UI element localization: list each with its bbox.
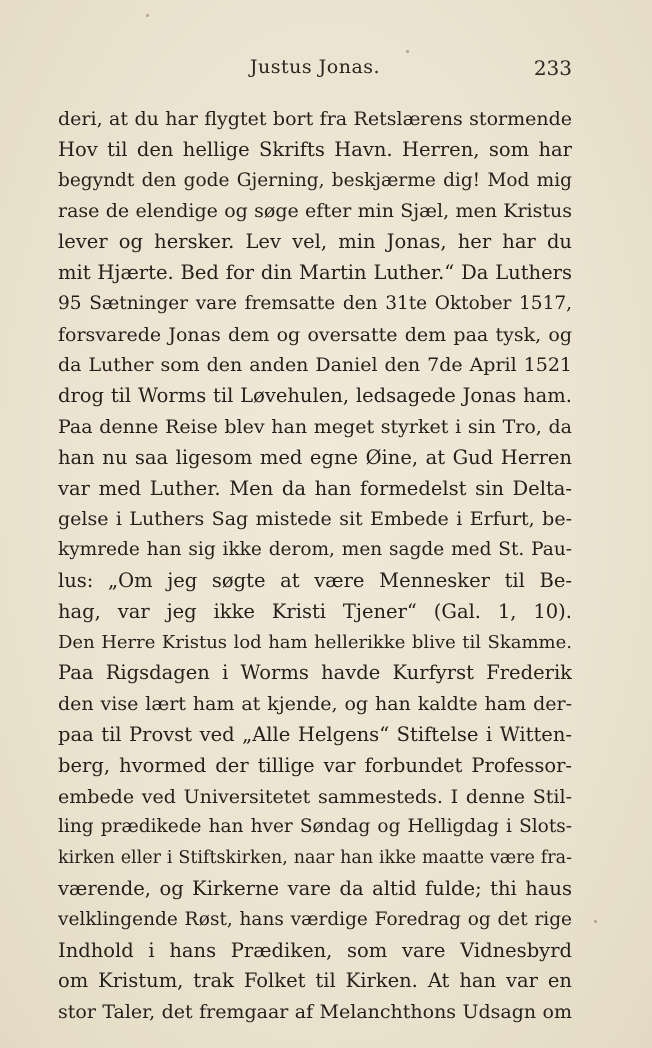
text-line: Paa Rigsdagen i Worms havde Kurfyrst Frederik: [58, 661, 572, 685]
text-line: velklingende Røst, hans værdige Foredrag og det rige: [58, 908, 572, 930]
text-line: deri, at du har flygtet bort fra Retslærens stormende: [58, 108, 572, 130]
text-line: var med Luther. Men da han formedelst sin Delta-: [58, 476, 572, 500]
text-line: lever og hersker. Lev vel, min Jonas, her har du: [58, 230, 572, 254]
text-line: kirken eller i Stiftskirken, naar han ikke maatte være fra-: [58, 848, 572, 869]
text-line: forsvarede Jonas dem og oversatte dem paa tysk, og: [58, 323, 572, 346]
page-number: 233: [533, 56, 572, 80]
text-line: den vise lært ham at kjende, og han kaldte ham der-: [58, 693, 572, 716]
paper-speck: [406, 50, 409, 53]
text-line: værende, og Kirkerne vare da altid fulde; thi haus: [58, 876, 572, 900]
text-line: gelse i Luthers Sag mistede sit Embede i Erfurt, be-: [58, 508, 572, 531]
text-line: Hov til den hellige Skrifts Havn. Herren, som har: [58, 137, 572, 161]
text-line: lus: „Om jeg søgte at være Mennesker til Be-: [58, 568, 572, 592]
text-line: han nu saa ligesom med egne Øine, at Gud Herren: [58, 445, 572, 469]
text-line: stor Taler, det fremgaar af Melanchthons Udsagn om: [58, 1001, 572, 1024]
text-line: ling prædikede han hver Søndag og Helligdag i Slots-: [58, 816, 572, 838]
paper-speck: [594, 920, 597, 923]
running-header: [58, 56, 572, 86]
text-line: rase de elendige og søge efter min Sjæl, men Kristus: [58, 200, 572, 223]
paper-speck: [146, 14, 149, 17]
text-line: paa til Provst ved „Alle Helgens“ Stiftelse i Witten-: [58, 722, 572, 746]
text-line: Paa denne Reise blev han meget styrket i sin Tro, da: [58, 415, 572, 438]
text-line: begyndt den gode Gjerning, beskjærme dig! Mod mig: [58, 169, 572, 191]
text-line: Indhold i hans Prædiken, som vare Vidnesbyrd: [58, 938, 572, 962]
text-line: kymrede han sig ikke derom, men sagde med St. Pau-: [58, 539, 572, 561]
text-line: berg, hvormed der tillige var forbundet Professor-: [58, 753, 572, 777]
text-line: 95 Sætninger vare fremsatte den 31te Oktober 1517,: [58, 292, 572, 314]
text-line: Den Herre Kristus lod ham hellerikke blive til Skamme.: [58, 631, 572, 653]
text-line: om Kristum, trak Folket til Kirken. At han var en: [58, 969, 572, 993]
running-title: Justus Jonas.: [249, 56, 381, 78]
text-line: hag, var jeg ikke Kristi Tjener“ (Gal. 1, 10).: [58, 599, 572, 623]
text-line: da Luther som den anden Daniel den 7de April 1521: [58, 354, 572, 377]
text-line: drog til Worms til Løvehulen, ledsagede Jonas ham.: [58, 384, 572, 408]
body-text: [58, 104, 572, 1028]
text-line: embede ved Universitetet sammesteds. I denne Stil-: [58, 785, 572, 808]
text-line: mit Hjærte. Bed for din Martin Luther.“ Da Luthers: [58, 260, 572, 284]
